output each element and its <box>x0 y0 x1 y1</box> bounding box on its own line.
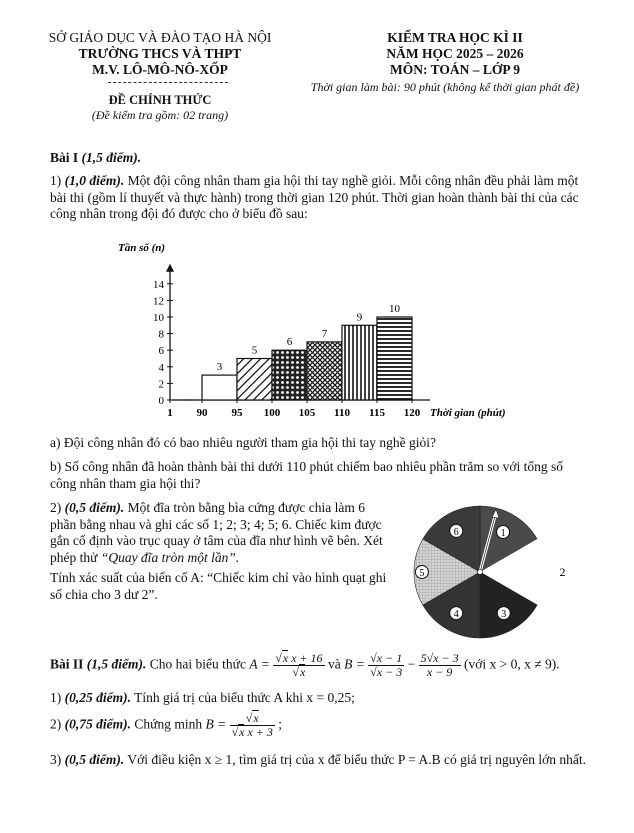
disk-number: 5 <box>419 568 425 579</box>
bai1-q1-label: 1) <box>50 173 62 188</box>
bai2-q2-den: x + 3 <box>247 725 273 739</box>
bar <box>377 317 412 400</box>
bai2-q2-lhs: B = <box>205 716 227 732</box>
bai2-q2-den-sqrt: x <box>239 725 245 739</box>
expr-B-f1-den: x − 3 <box>376 665 403 679</box>
spinner-disk <box>405 500 565 640</box>
bar-label: 5 <box>251 344 258 357</box>
disk-number: 3 <box>501 609 507 621</box>
y-tick-label: 4 <box>158 361 164 374</box>
bai1-q1 <box>50 173 590 223</box>
and-word: và <box>327 656 341 672</box>
disk-number: 2 <box>559 565 565 579</box>
expr-B-frac2 <box>419 652 461 679</box>
x-axis-label: Thời gian (phút) <box>430 407 506 419</box>
bar <box>342 325 377 400</box>
bai2-points: (1,5 điểm). <box>86 656 147 672</box>
y-tick-label: 8 <box>158 328 164 341</box>
y-tick-label: 6 <box>158 345 164 358</box>
header-divider <box>108 82 228 83</box>
bai1-qa: a) Đội công nhân đó có bao nhiêu người tham gia hội thi tay nghề giỏi? <box>50 435 436 450</box>
y-axis-arrow <box>166 264 174 272</box>
subject: MÔN: TOÁN – LỚP 9 <box>389 62 520 77</box>
x-tick-label: 110 <box>334 407 350 419</box>
disk-number: 4 <box>453 609 459 621</box>
bai2-heading <box>50 652 610 679</box>
bar <box>237 359 272 401</box>
bai2-q2 <box>50 712 590 739</box>
expr-A-num: x + 16 <box>291 651 323 665</box>
y-axis-label: Tần số (n) <box>118 242 166 254</box>
bai2-q2-text: Chứng minh <box>134 716 203 732</box>
expr-B-f2-den: x − 9 <box>426 665 453 679</box>
bai1-q2-quote: “Quay đĩa tròn một lần”. <box>100 549 240 565</box>
expr-B-f1-num: x − 1 <box>376 651 403 665</box>
bai2-q2-num: x <box>253 711 259 725</box>
y-tick-label: 2 <box>158 378 164 391</box>
bar <box>272 350 307 400</box>
histogram-chart <box>100 230 540 430</box>
school-name-block <box>40 46 280 78</box>
school-year: NĂM HỌC 2025 – 2026 <box>386 46 524 61</box>
dept-name: SỞ GIÁO DỤC VÀ ĐÀO TẠO HÀ NỘI <box>48 30 272 45</box>
x-tick-label: 105 <box>298 407 316 419</box>
bai2-q3-text: Với điều kiện x ≥ 1, tìm giá trị của x để biểu thức P = A.B có giá trị nguyên lớn nhất. <box>127 752 587 767</box>
exam-header <box>320 30 590 78</box>
expr-B-frac1 <box>368 652 404 679</box>
disk-number: 1 <box>500 527 506 539</box>
x-tick-label: 90 <box>196 407 208 419</box>
bai2-q2-points: (0,75 điểm). <box>64 716 131 732</box>
bai1-title: Bài I <box>50 150 79 165</box>
expr-B-f2-num: 5√x − 3 <box>420 651 459 665</box>
expr-B-lhs: B = <box>344 656 365 672</box>
official-label: ĐỀ CHÍNH THỨC <box>108 93 212 107</box>
bai2-q2-end: ; <box>278 716 283 732</box>
bai2-q1-points: (0,25 điểm). <box>64 690 131 705</box>
y-tick-label: 10 <box>153 312 164 324</box>
bai2-q2-fraction <box>230 712 275 739</box>
disk-number: 6 <box>453 526 459 538</box>
exam-title: KIỂM TRA HỌC KÌ II <box>387 30 523 45</box>
bar-label: 7 <box>321 327 328 340</box>
y-tick-label: 14 <box>153 278 164 291</box>
bar-label: 9 <box>356 311 363 324</box>
expr-B-minus: − <box>407 656 416 672</box>
x-tick-label: 95 <box>231 407 243 419</box>
y-tick-label: 0 <box>158 395 164 407</box>
school-header <box>40 30 280 46</box>
disk-center <box>478 570 483 575</box>
time-note: Thời gian làm bài: 90 phút (không kể thời gian phát đề) <box>310 80 580 94</box>
bai1-q2-points: (0,5 điểm). <box>64 500 125 515</box>
bai2-title: Bài II <box>50 656 84 672</box>
bar-label: 10 <box>389 303 400 315</box>
expr-A-lhs: A = <box>249 656 270 672</box>
expr-A-sqrt: x <box>282 651 289 665</box>
bai1-q2-text: Một đĩa tròn bằng bìa cứng được chia làm 6 phần bằng nhau và ghi các số 1; 2; 3; 4; 5; 6. Chiếc kim được gắn cố định vào trục quay ở tâm của đĩa như hình vẽ bên. Xét phép thử <box>50 500 383 565</box>
x-tick-label: 100 <box>263 407 281 419</box>
x-tick-label: 115 <box>369 407 385 419</box>
bar-label: 6 <box>286 336 293 349</box>
bai2-q1-text: Tính giá trị của biểu thức A khi x = 0,25; <box>134 690 355 705</box>
condition: (với x > 0, x ≠ 9). <box>463 656 560 672</box>
expr-A-fraction <box>273 652 324 679</box>
bar <box>307 342 342 400</box>
y-tick-label: 12 <box>153 295 164 308</box>
bai2-q3 <box>50 752 590 769</box>
bai1-qb: b) Số công nhân đã hoàn thành bài thi dưới 110 phút chiếm bao nhiêu phần trăm so với tổng số công nhân tham gia hội thi? <box>50 459 564 491</box>
bar <box>202 375 237 400</box>
bai1-q2 <box>50 500 390 566</box>
x-tick-label: 120 <box>403 407 421 419</box>
expr-A-den: x <box>300 665 306 679</box>
bai2-intro: Cho hai biểu thức <box>149 656 246 672</box>
pages-note: (Đề kiểm tra gồm: 02 trang) <box>91 108 229 122</box>
bai1-q1-points: (1,0 điểm). <box>64 173 125 188</box>
x-tick-label: 1 <box>167 407 173 419</box>
bai2-q2-label: 2) <box>50 716 62 732</box>
bai2-q1 <box>50 690 590 707</box>
school-name: TRƯỜNG THCS VÀ THPT <box>78 46 242 61</box>
bai1-q1-text: Một đội công nhân tham gia hội thi tay nghề giỏi. Mỗi công nhân đều phải làm một bài thi (gồm lí thuyết và thực hành) trong thời gian 120 phút. Thời gian hoàn thành bài thi của các công nhân trong đội đó được cho ở biểu đồ sau: <box>50 173 579 221</box>
bar-label: 3 <box>216 361 223 374</box>
bai1-q2-label: 2) <box>50 500 62 515</box>
school-subname: M.V. LÔ-MÔ-NÔ-XỐP <box>92 62 228 77</box>
bai1-heading <box>50 150 141 167</box>
bai2-q3-label: 3) <box>50 752 62 767</box>
bai1-q2-event: Tính xác suất của biến cố A: “Chiếc kim chỉ vào hình quạt ghi số chia cho 3 dư 2”. <box>50 570 387 602</box>
bai2-q3-points: (0,5 điểm). <box>64 752 125 767</box>
bai2-q1-label: 1) <box>50 690 62 705</box>
bai1-points: (1,5 điểm). <box>81 150 142 165</box>
